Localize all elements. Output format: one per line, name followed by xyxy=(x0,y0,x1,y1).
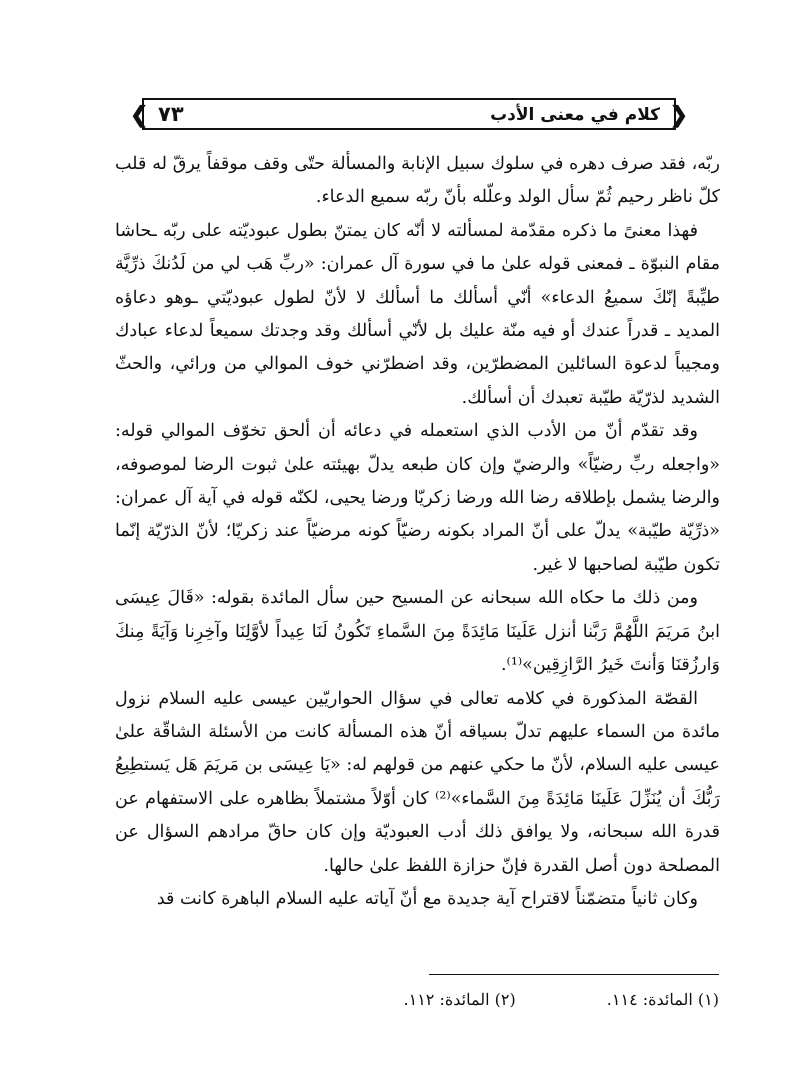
running-header xyxy=(130,98,688,130)
header-title: كلام في معنى الأدب xyxy=(490,105,660,125)
ornament-left-icon: ❯ xyxy=(130,102,149,128)
footnote-divider xyxy=(429,974,719,975)
footnote: (٢) المائدة: ١١٢. xyxy=(403,990,516,1009)
paragraph: وكان ثانياً متضمّناً لاقتراح آية جديدة مع أنّ آياته عليه السلام الباهرة كانت قد xyxy=(156,888,698,909)
footnotes xyxy=(219,988,719,1012)
page-number: ٧٣ xyxy=(158,102,184,126)
paragraph: ربّه، فقد صرف دهره في سلوك سبيل الإنابة والمسألة حتّى وقف موقفاً يرقّ له قلب كلّ ناظر رحيم ثُمّ سأل الولد وعلّله بأنّ ربّه سميع الدعاء. xyxy=(115,154,720,208)
ornament-right-icon: ❮ xyxy=(669,102,688,128)
paragraph: وقد تقدّم أنّ من الأدب الذي استعمله في دعائه أن ألحق تخوّف الموالي قوله: «واجعله ربِّ رضيّاً» والرضيّ وإن كان طبعه يدلّ بهيئته علىٰ ثبوت الرضا لموصوفه، والرضا يشمل بإطلاقه رضا الله ورضا زكريّا ورضا يحيى، لكنّه قوله في آية آل عمران: «ذرِّيّة طيّبة» يدلّ على أنّ المراد بكونه رضيّاً كونه مرضيّاً عند زكريّا؛ لأنّ الذرّيّة إنّما تكون طيّبة لصاحبها لا غير. xyxy=(115,421,720,575)
paragraph: القصّة المذكورة في كلامه تعالى في سؤال الحواريّين عيسى عليه السلام نزول مائدة من السماء عليهم تدلّ بسياقه أنّ هذه المسألة كانت من الأسئلة الشاقّة علىٰ عيسى عليه السلام، لأنّ ما حكي عنهم من قولهم له: «يَا عِيسَى بن مَريَمَ هَل يَستطِيعُ رَبُّكَ أن يُنَزِّلَ عَلَينَا مَائِدَةً مِنَ السَّماء»⁽²⁾ كان أوّلاً مشتملاً بظاهره على الاستفهام عن قدرة الله سبحانه، ولا يوافق ذلك أدب العبوديّة وإن كان حاقّ مرادهم السؤال عن المصلحة دون أصل القدرة فإنّ حزازة اللفظ علىٰ حالها. xyxy=(115,688,720,876)
body-text xyxy=(115,148,720,916)
footnote: (١) المائدة: ١١٤. xyxy=(606,990,719,1009)
paragraph: فهذا معنىً ما ذكره مقدّمة لمسألته لا أنّه كان يمتنّ بطول عبوديّته على ربّه ـحاشا مقام النبوّة ـ فمعنى قوله علىٰ ما في سورة آل عمران: «ربِّ هَب لي من لَدُنكَ ذرِّيَّة طيِّبةً إنّكَ سميعُ الدعاء» أنّي أسألك ما أسألك لا لأنّ لطول عبوديّتي ـوهو دعاؤه المديد ـ قدراً عندك أو فيه منّة عليك بل لأنّي أسألك وقد وجدتك سميعاً لدعاء عبادك ومجيباً لدعوة السائلين المضطرّين، وقد اضطرّني خوف الموالي من ورائي، والحثّ الشديد لذرّيّة طيّبة تعبدك أن أسألك. xyxy=(115,220,720,408)
paragraph: ومن ذلك ما حكاه الله سبحانه عن المسيح حين سأل المائدة بقوله: «قَالَ عِيسَى ابنُ مَريَمَ اللَّهُمَّ رَبَّنا أنزل عَلَينَا مَائِدَةً مِنَ السَّماءِ تَكُونُ لَنَا عِيداً لأوَّلِنَا وآخِرِنا وَآيَةً مِنكَ وَارزُقنَا وَأنتَ خَيرُ الرَّازِقِين»⁽¹⁾. xyxy=(115,588,720,676)
